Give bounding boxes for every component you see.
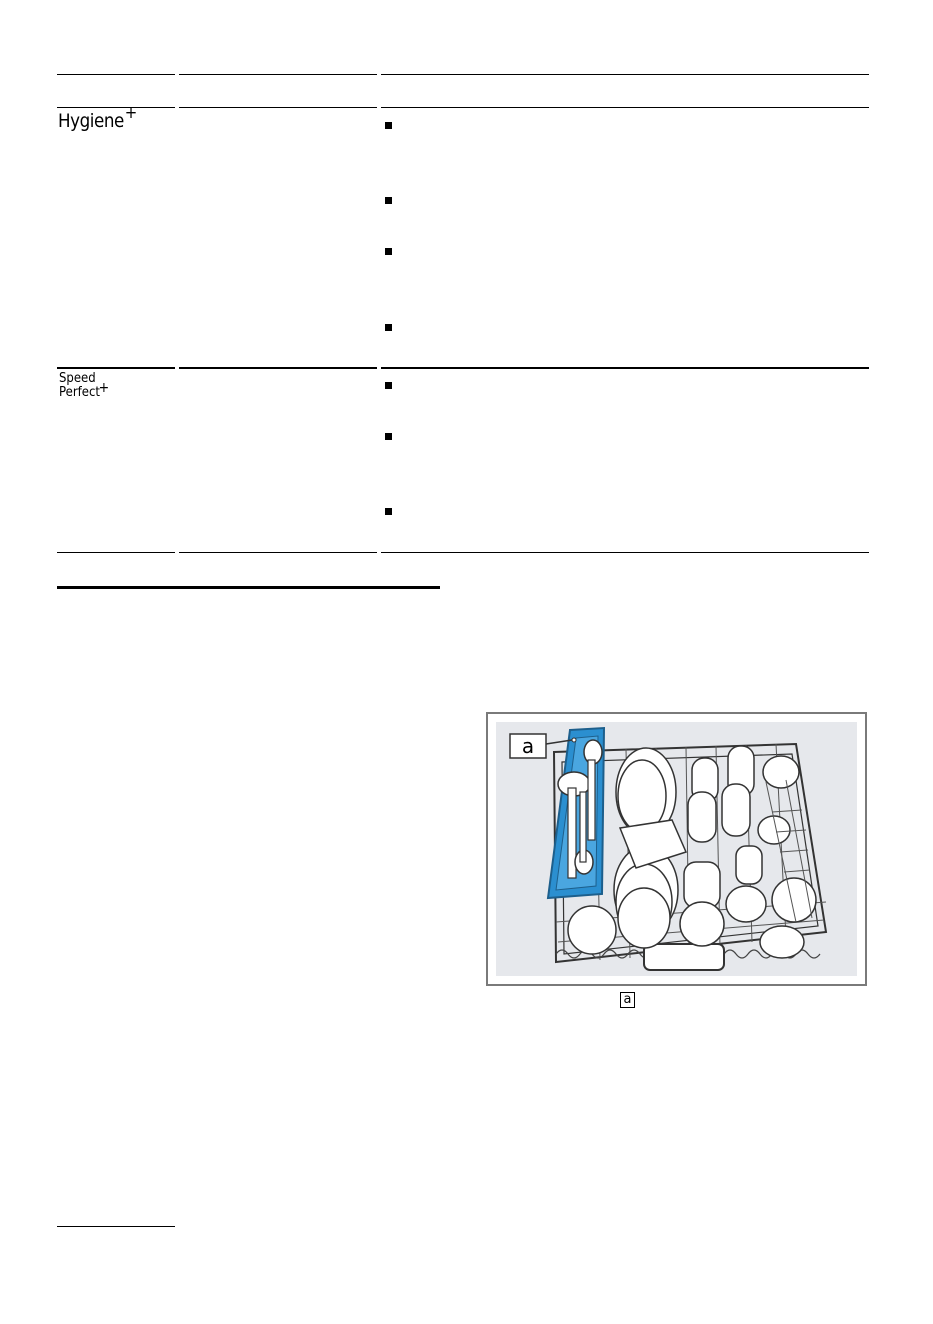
- column-gap: [175, 72, 179, 76]
- speed-perfect-plus-icon: [59, 371, 110, 400]
- perfect-label: Perfect: [59, 385, 100, 400]
- hygiene-plus-suffix: +: [124, 103, 137, 123]
- caption-key-a: a: [620, 992, 635, 1008]
- column-gap: [377, 72, 381, 76]
- list-bullet: [385, 248, 392, 255]
- dishwasher-figure: [486, 712, 867, 986]
- list-bullet: [385, 122, 392, 129]
- hygiene-plus-icon: [58, 103, 137, 132]
- list-bullet: [385, 197, 392, 204]
- column-gap: [377, 550, 381, 554]
- speed-perfect-plus-suffix: +: [98, 380, 110, 396]
- section-heading-rule: [57, 586, 440, 589]
- column-gap: [175, 105, 179, 109]
- footnote-separator: [57, 1226, 175, 1227]
- column-gap: [175, 550, 179, 554]
- callout-a-label: a: [521, 734, 535, 758]
- list-bullet: [385, 324, 392, 331]
- column-gap: [377, 366, 381, 370]
- figure-background: [496, 722, 857, 976]
- column-gap: [377, 105, 381, 109]
- list-bullet: [385, 382, 392, 389]
- dishwasher-basket-icon: [496, 722, 859, 978]
- hygiene-label: Hygiene: [58, 110, 124, 132]
- list-bullet: [385, 433, 392, 440]
- column-gap: [175, 366, 179, 370]
- list-bullet: [385, 508, 392, 515]
- speed-label: Speed: [59, 371, 96, 386]
